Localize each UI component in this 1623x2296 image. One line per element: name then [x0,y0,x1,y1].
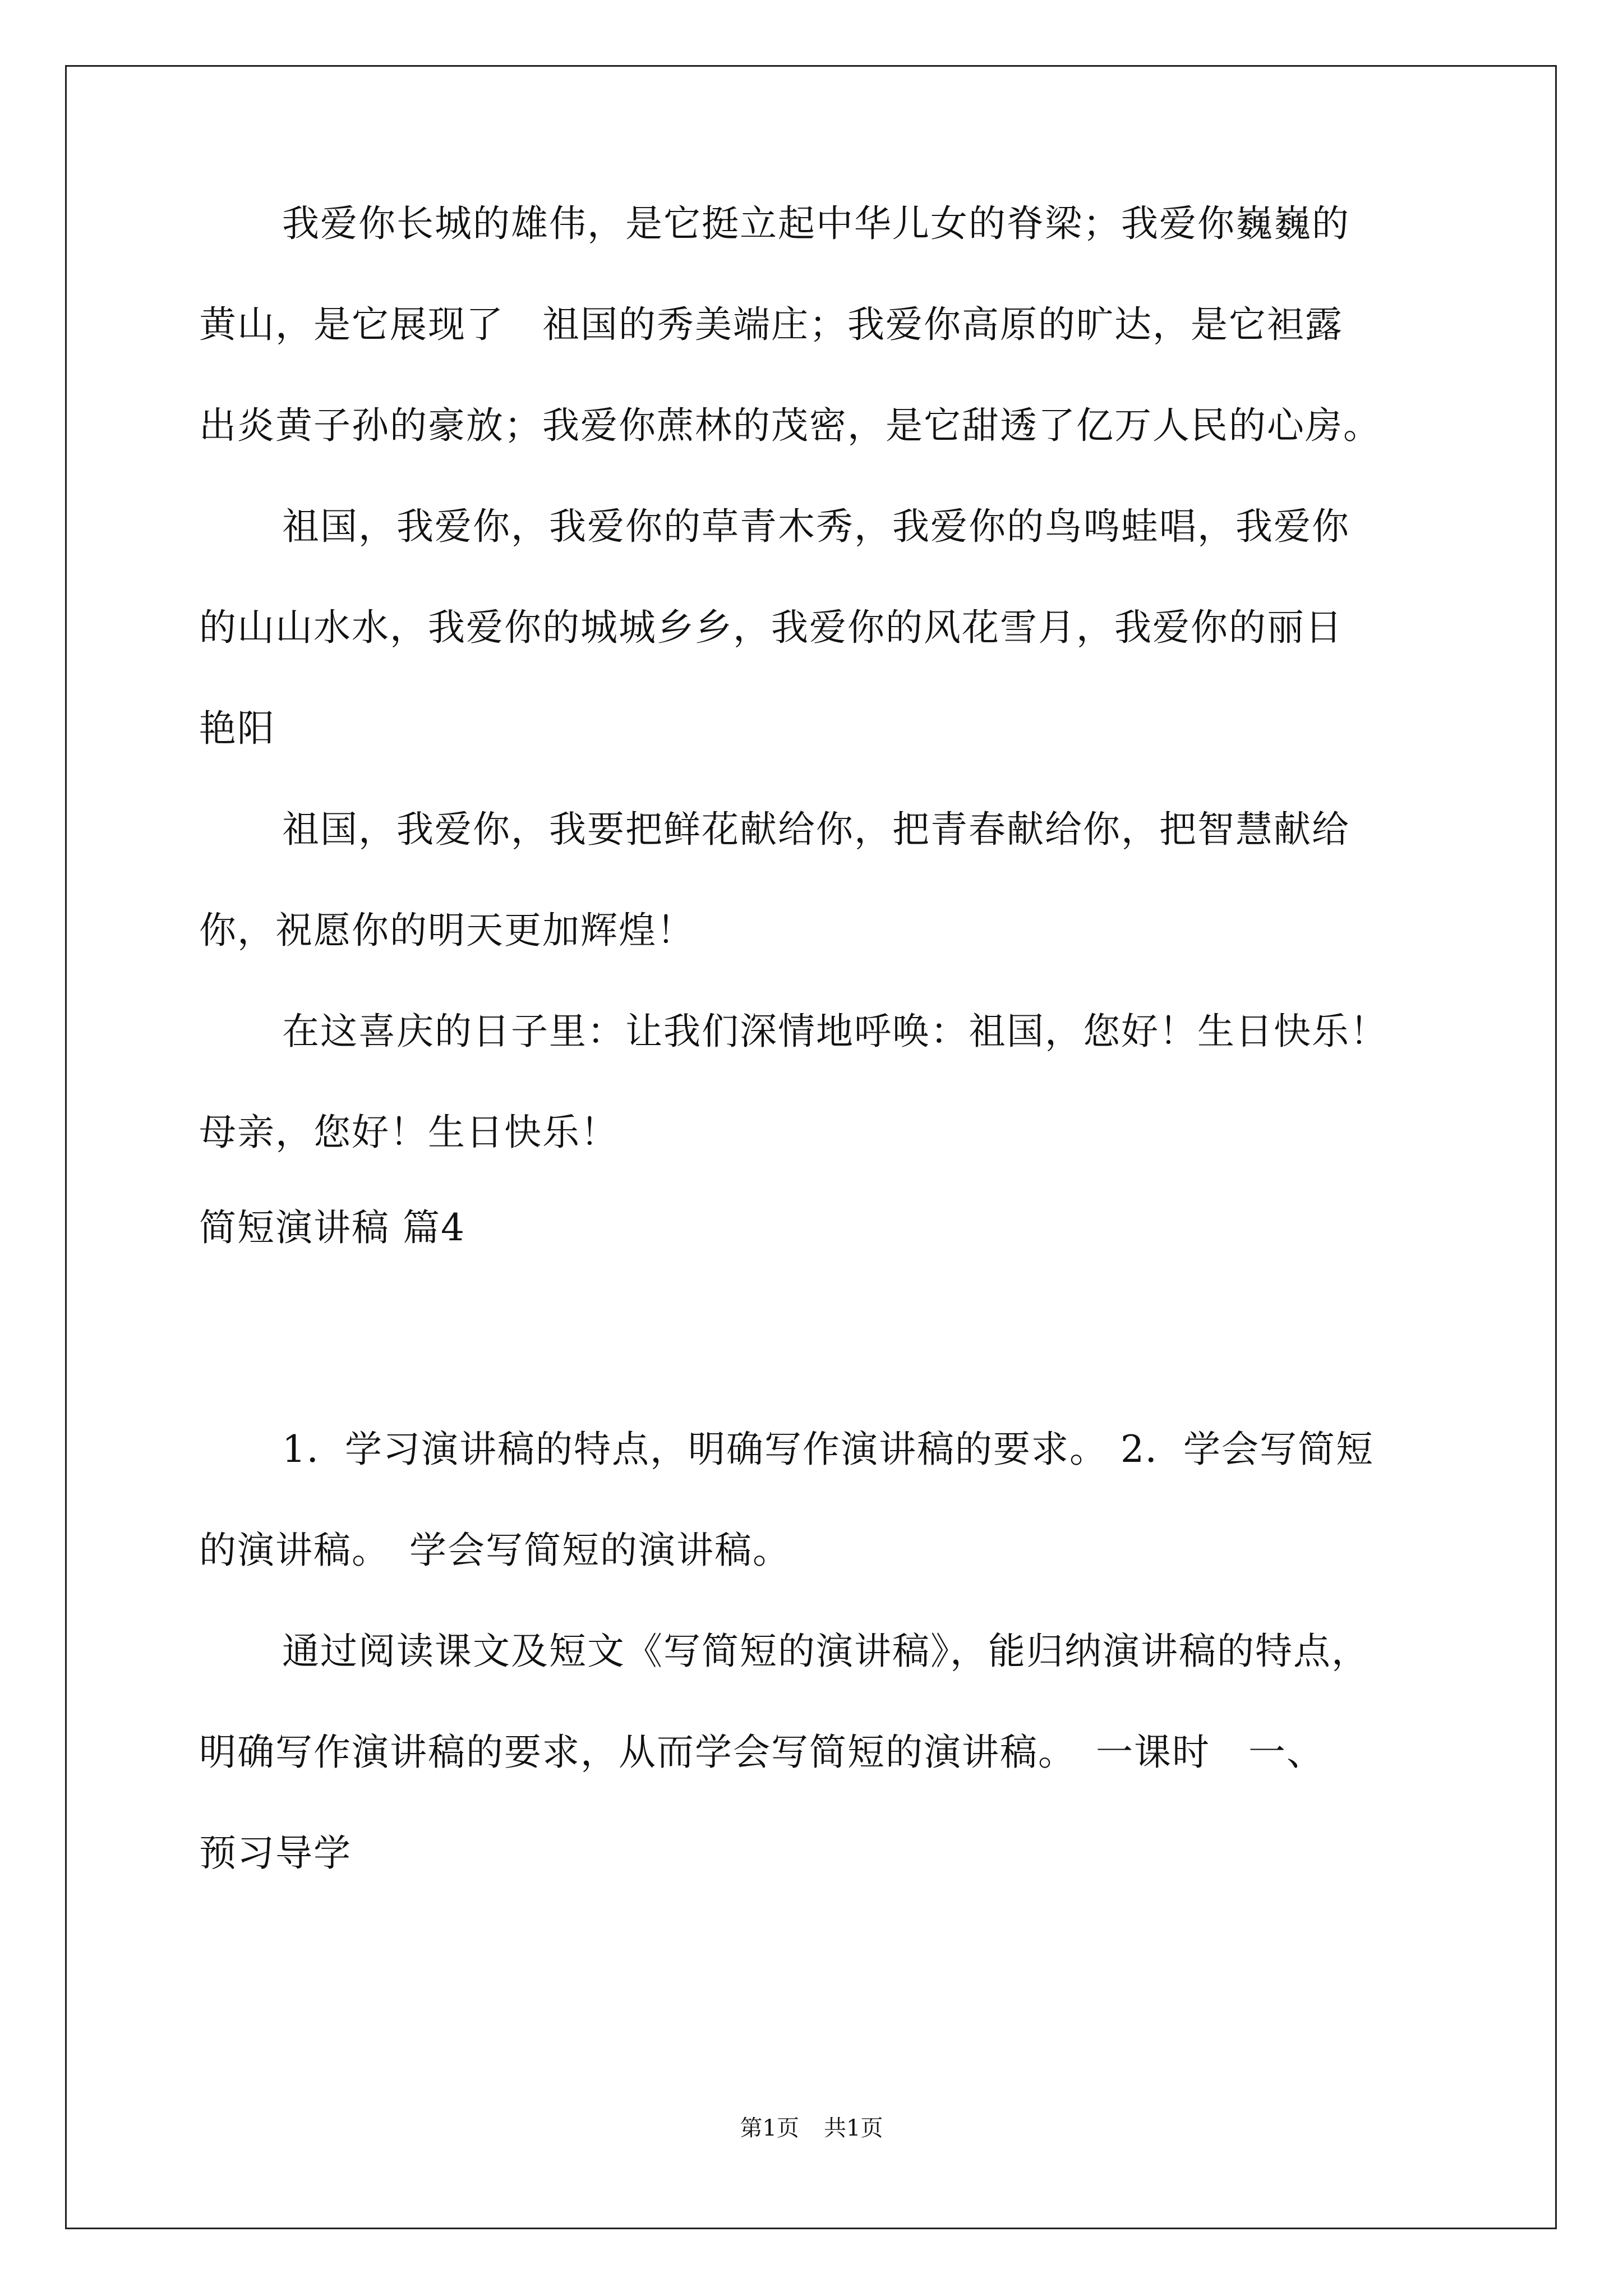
paragraph-line: 通过阅读课文及短文《写简短的演讲稿》，能归纳演讲稿的特点， [282,1630,1370,1673]
paragraph-line: 艳阳 [199,707,275,750]
paragraph-line: 在这喜庆的日子里：让我们深情地呼唤：祖国，您好！生日快乐！ [282,1010,1388,1053]
page-number: 第1页 [740,2115,799,2141]
paragraph-line: 祖国，我爱你，我爱你的草青木秀，我爱你的鸟鸣蛙唱，我爱你 [282,505,1350,548]
paragraph-line: 祖国，我爱你，我要把鲜花献给你，把青春献给你，把智慧献给 [282,808,1350,851]
paragraph-line: 明确写作演讲稿的要求，从而学会写简短的演讲稿。 一课时 一、 [199,1731,1325,1774]
paragraph-line: 出炎黄子孙的豪放；我爱你蔗林的茂密，是它甜透了亿万人民的心房。 [199,404,1381,447]
paragraph-line: 的演讲稿。 学会写简短的演讲稿。 [199,1529,791,1572]
paragraph-line: 1．学习演讲稿的特点，明确写作演讲稿的要求。 2．学会写简短 [282,1428,1374,1471]
section-heading: 简短演讲稿 篇4 [199,1206,465,1249]
paragraph-line: 我爱你长城的雄伟，是它挺立起中华儿女的脊梁；我爱你巍巍的 [282,202,1350,245]
paragraph-line: 黄山，是它展现了 祖国的秀美端庄；我爱你高原的旷达，是它袒露 [199,303,1343,346]
page-footer [0,2114,1623,2143]
paragraph-line: 的山山水水，我爱你的城城乡乡，我爱你的风花雪月，我爱你的丽日 [199,606,1343,649]
paragraph-line: 预习导学 [199,1832,352,1875]
paragraph-line: 你，祝愿你的明天更加辉煌！ [199,909,695,952]
paragraph-line: 母亲，您好！生日快乐！ [199,1111,619,1154]
page-total: 共1页 [824,2115,883,2141]
